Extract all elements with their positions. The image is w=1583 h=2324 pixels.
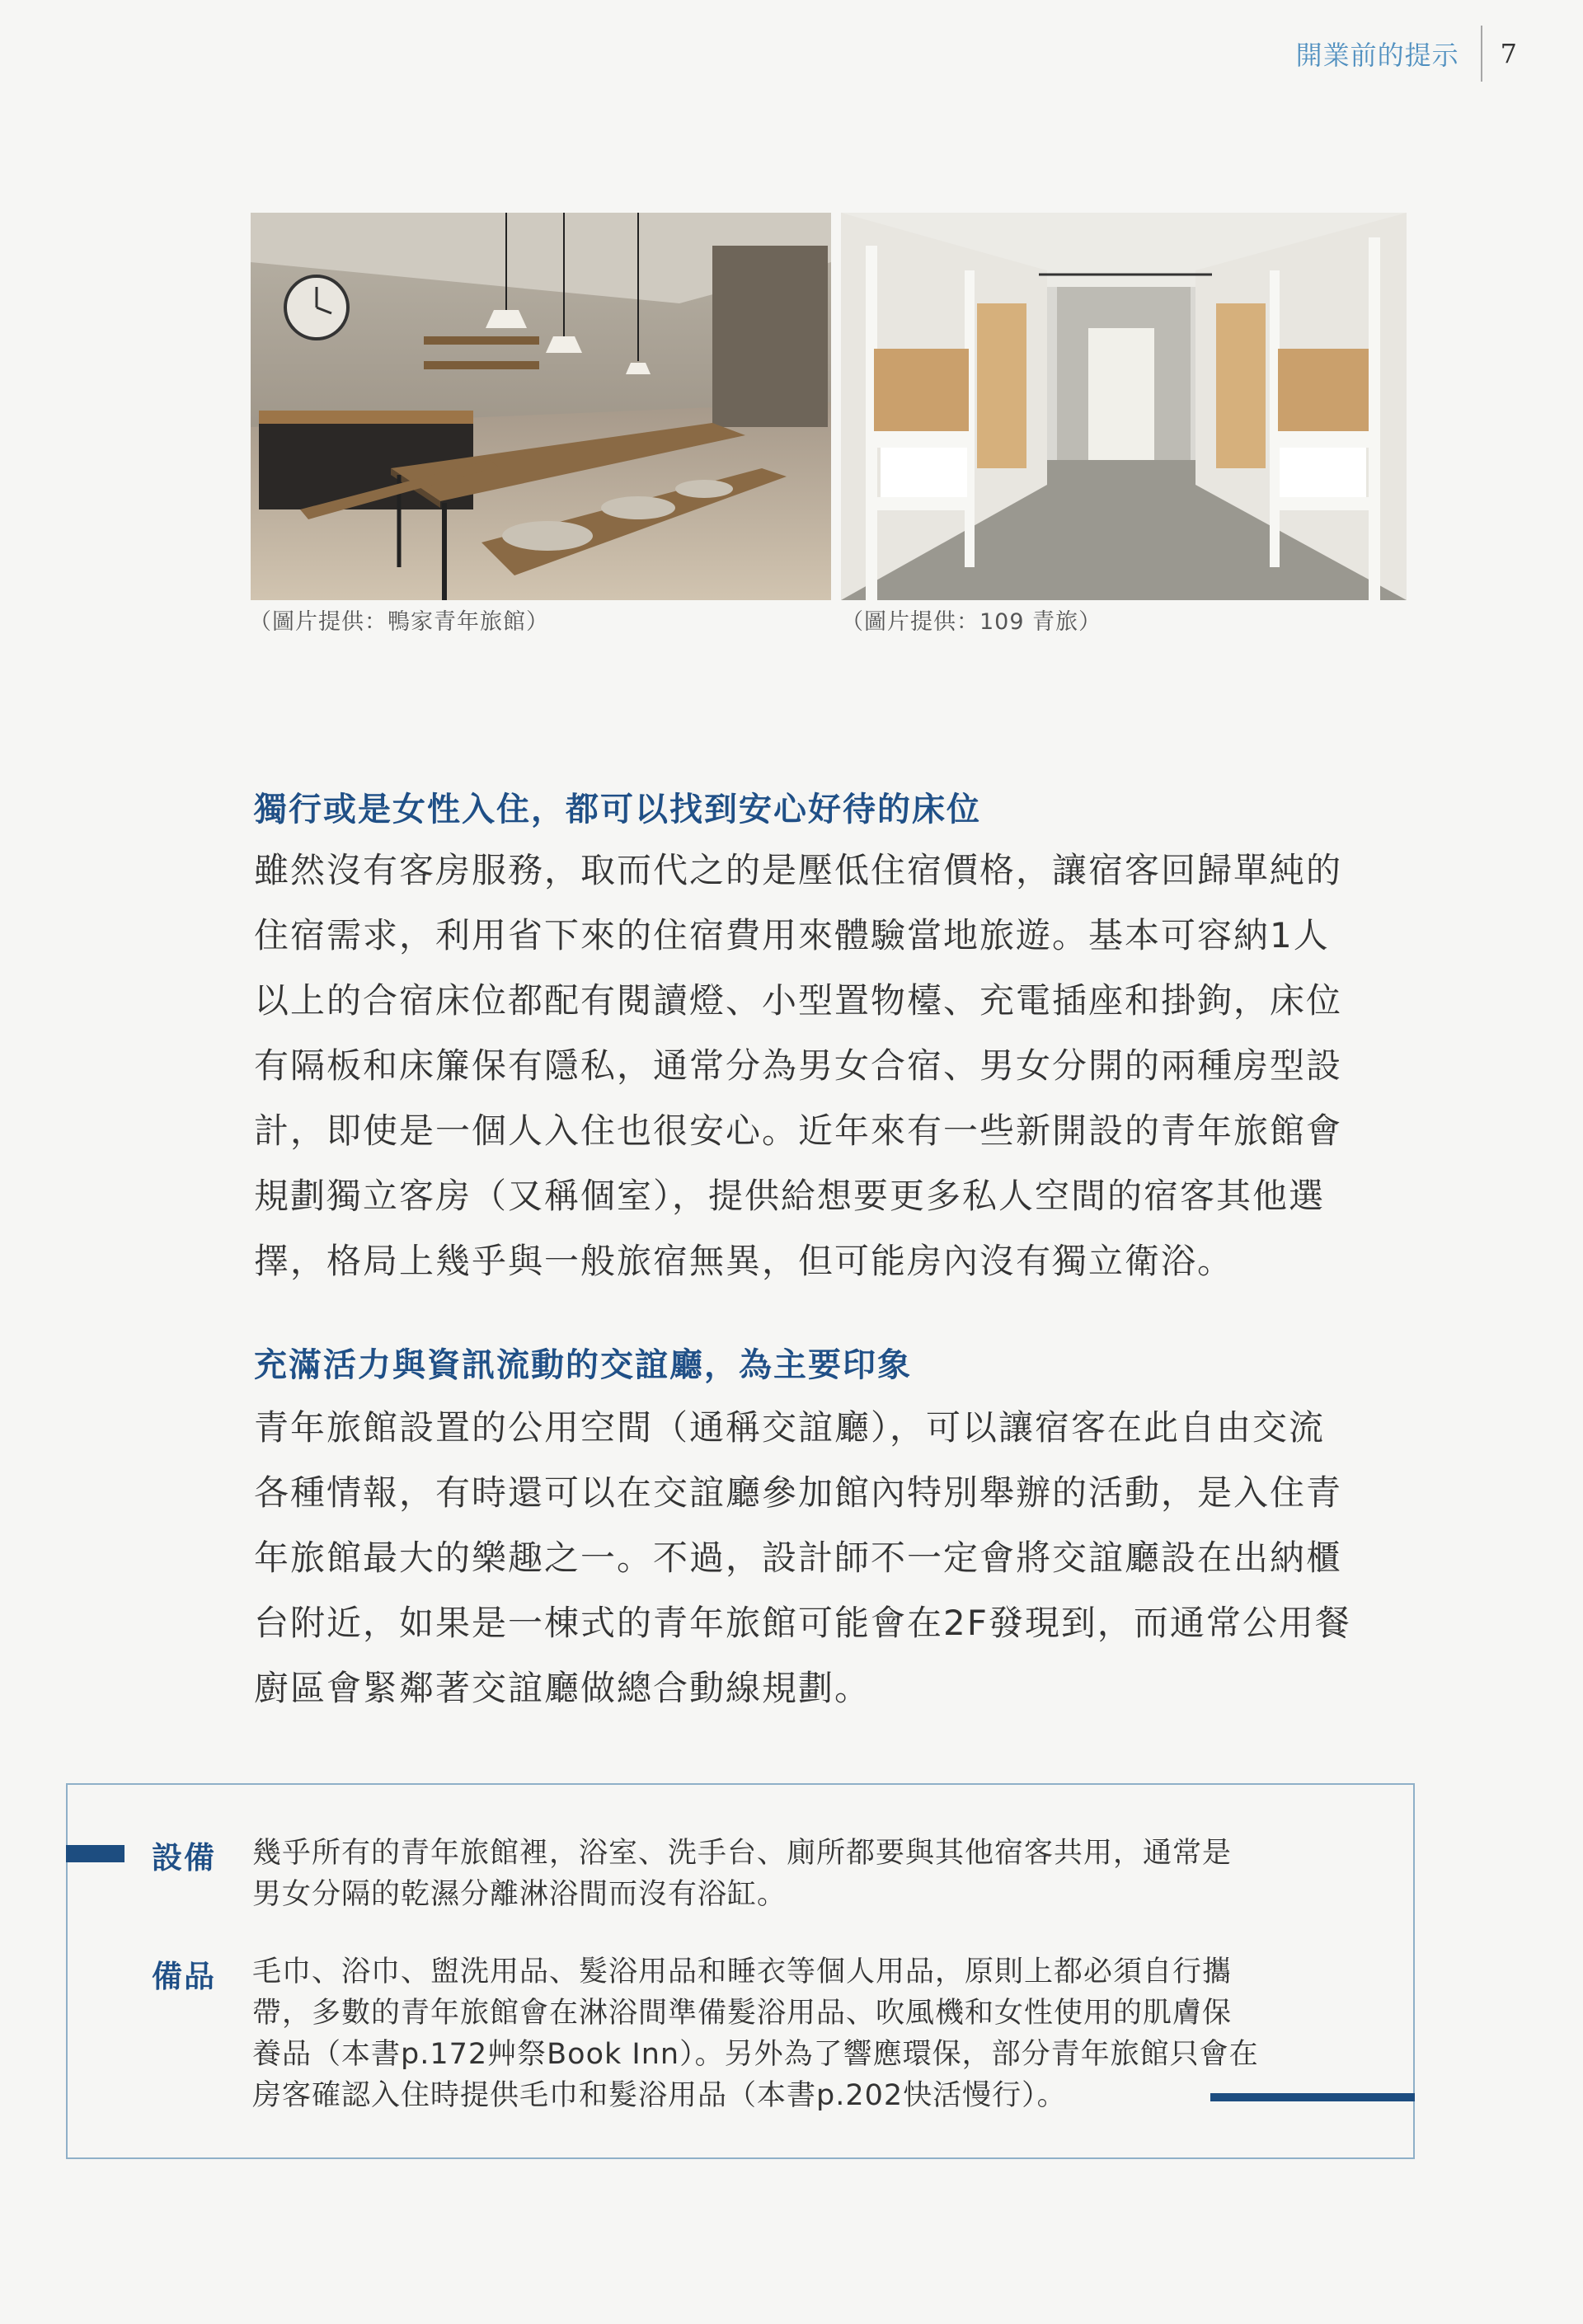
box-accent-bar [66, 1845, 124, 1862]
paragraph-line: 擇，格局上幾乎與一般旅宿無異，但可能房內沒有獨立衛浴。 [254, 1241, 1234, 1281]
info-text [252, 1951, 1390, 2116]
paragraph-line: 雖然沒有客房服務，取而代之的是壓低住宿價格，讓宿客回歸單純的 [254, 850, 1343, 890]
info-line: 房客確認入住時提供毛巾和髮浴用品（本書p.202快活慢行）。 [252, 2079, 1067, 2112]
section-title: 開業前的提示 [1295, 40, 1459, 71]
info-line: 幾乎所有的青年旅館裡，浴室、洗手台、廁所都要與其他宿客共用，通常是 [252, 1837, 1233, 1870]
info-text [252, 1833, 1390, 1915]
photo-caption: （圖片提供：109 青旅） [841, 609, 1102, 635]
bunk-dormitory-illustration [841, 213, 1407, 600]
paragraph-line: 住宿需求，利用省下來的住宿費用來體驗當地旅遊。基本可容納1人 [254, 915, 1330, 955]
paragraph-line: 計，即使是一個人入住也很安心。近年來有一些新開設的青年旅館會 [254, 1110, 1343, 1151]
dining-hall-illustration [251, 213, 831, 600]
paragraph-line: 青年旅館設置的公用空間（通稱交誼廳），可以讓宿客在此自由交流 [254, 1407, 1326, 1448]
paragraph-line: 以上的合宿床位都配有閱讀燈、小型置物檯、充電插座和掛鉤，床位 [254, 980, 1343, 1021]
info-label: 備品 [152, 1959, 216, 1994]
running-header [1296, 25, 1517, 82]
section-heading: 充滿活力與資訊流動的交誼廳，為主要印象 [254, 1346, 912, 1384]
section-paragraph [254, 1395, 1408, 1721]
dining-hall-photo [251, 213, 831, 600]
bunk-dormitory-photo [841, 213, 1407, 600]
info-label: 設備 [152, 1840, 216, 1876]
paragraph-line: 廚區會緊鄰著交誼廳做總合動線規劃。 [254, 1668, 871, 1708]
paragraph-line: 規劃獨立客房（又稱個室），提供給想要更多私人空間的宿客其他選 [254, 1176, 1326, 1216]
paragraph-line: 年旅館最大的樂趣之一。不過，設計師不一定會將交誼廳設在出納櫃 [254, 1538, 1343, 1578]
section-heading: 獨行或是女性入住，都可以找到安心好待的床位 [254, 791, 981, 829]
info-line: 毛巾、浴巾、盥洗用品、髮浴用品和睡衣等個人用品，原則上都必須自行攜 [252, 1955, 1233, 1988]
header-divider [1481, 26, 1482, 82]
paragraph-line: 有隔板和床簾保有隱私，通常分為男女合宿、男女分開的兩種房型設 [254, 1045, 1343, 1086]
page-number: 7 [1500, 38, 1517, 69]
photo-caption: （圖片提供：鴨家青年旅館） [249, 609, 549, 635]
info-box [66, 1783, 1415, 2159]
paragraph-line: 各種情報，有時還可以在交誼廳參加館內特別舉辦的活動，是入住青 [254, 1472, 1343, 1513]
info-line: 養品（本書p.172艸祭Book Inn）。另外為了響應環保，部分青年旅館只會在 [252, 2038, 1259, 2071]
info-line: 帶，多數的青年旅館會在淋浴間準備髮浴用品、吹風機和女性使用的肌膚保 [252, 1997, 1233, 2030]
section-paragraph [254, 838, 1408, 1293]
paragraph-line: 台附近，如果是一棟式的青年旅館可能會在2F發現到，而通常公用餐 [254, 1603, 1351, 1643]
info-line: 男女分隔的乾濕分離淋浴間而沒有浴缸。 [252, 1878, 787, 1911]
